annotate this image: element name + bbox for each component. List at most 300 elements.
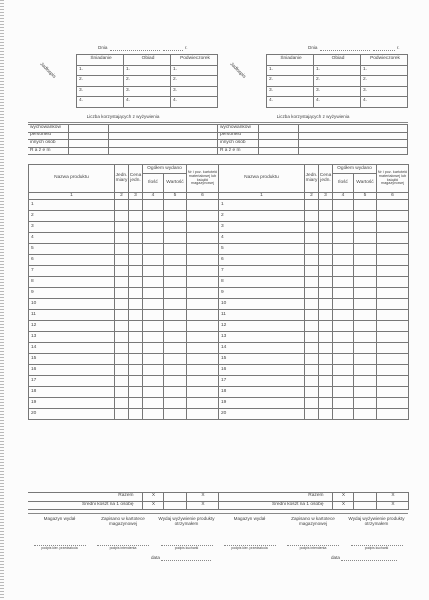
- product-cell[interactable]: [377, 310, 409, 321]
- product-cell[interactable]: [187, 376, 219, 387]
- users-cell[interactable]: [108, 140, 218, 148]
- food-issue-form: [28, 44, 408, 564]
- product-cell[interactable]: [377, 299, 409, 310]
- product-cell[interactable]: [115, 233, 129, 244]
- row-number[interactable]: 6: [29, 255, 115, 266]
- product-cell[interactable]: [143, 332, 164, 343]
- product-cell[interactable]: [333, 387, 354, 398]
- users-cell[interactable]: [108, 125, 218, 133]
- product-cell[interactable]: [377, 233, 409, 244]
- product-cell[interactable]: [377, 332, 409, 343]
- product-cell[interactable]: [305, 233, 319, 244]
- meal-cell[interactable]: 1.: [124, 65, 171, 76]
- total-value[interactable]: [353, 493, 376, 502]
- product-cell[interactable]: [164, 387, 187, 398]
- meal-cell[interactable]: 4.: [314, 97, 361, 108]
- product-cell[interactable]: [305, 299, 319, 310]
- users-cell[interactable]: [68, 147, 108, 155]
- row-number[interactable]: 20: [219, 409, 305, 420]
- product-cell[interactable]: [164, 211, 187, 222]
- product-cell[interactable]: [377, 398, 409, 409]
- product-cell[interactable]: [115, 354, 129, 365]
- product-cell[interactable]: [143, 266, 164, 277]
- product-cell[interactable]: [187, 310, 219, 321]
- product-cell[interactable]: [129, 299, 143, 310]
- product-cell[interactable]: [187, 332, 219, 343]
- users-cell[interactable]: [298, 132, 408, 140]
- users-cell[interactable]: [108, 147, 218, 155]
- product-cell[interactable]: [354, 244, 377, 255]
- product-cell[interactable]: [129, 222, 143, 233]
- row-number[interactable]: 5: [29, 244, 115, 255]
- product-cell[interactable]: [187, 244, 219, 255]
- product-cell[interactable]: [333, 255, 354, 266]
- scan-edge: [0, 0, 4, 600]
- product-cell[interactable]: [164, 343, 187, 354]
- product-cell[interactable]: [164, 310, 187, 321]
- product-cell[interactable]: [187, 299, 219, 310]
- product-cell[interactable]: [115, 222, 129, 233]
- product-cell[interactable]: [333, 376, 354, 387]
- product-cell[interactable]: [305, 288, 319, 299]
- row-number[interactable]: 15: [219, 354, 305, 365]
- product-cell[interactable]: [129, 387, 143, 398]
- product-cell[interactable]: [319, 387, 333, 398]
- product-cell[interactable]: [115, 409, 129, 420]
- product-cell[interactable]: [187, 321, 219, 332]
- product-cell[interactable]: [129, 343, 143, 354]
- product-cell[interactable]: [129, 310, 143, 321]
- product-cell[interactable]: [305, 266, 319, 277]
- users-cell[interactable]: [258, 125, 298, 133]
- product-cell[interactable]: [333, 365, 354, 376]
- product-cell[interactable]: [319, 398, 333, 409]
- product-cell[interactable]: [143, 387, 164, 398]
- product-cell[interactable]: [354, 354, 377, 365]
- meal-cell[interactable]: 2.: [77, 76, 124, 87]
- product-cell[interactable]: [143, 310, 164, 321]
- row-number[interactable]: 7: [219, 266, 305, 277]
- row-number[interactable]: 6: [219, 255, 305, 266]
- product-cell[interactable]: [143, 288, 164, 299]
- product-cell[interactable]: [115, 255, 129, 266]
- row-number[interactable]: 3: [219, 222, 305, 233]
- product-cell[interactable]: [305, 255, 319, 266]
- product-cell[interactable]: [143, 277, 164, 288]
- product-cell[interactable]: [115, 266, 129, 277]
- product-cell[interactable]: [115, 398, 129, 409]
- row-number[interactable]: 2: [219, 211, 305, 222]
- product-cell[interactable]: [377, 387, 409, 398]
- product-cell[interactable]: [115, 288, 129, 299]
- avg-value[interactable]: [163, 501, 186, 510]
- product-cell[interactable]: [333, 409, 354, 420]
- product-cell[interactable]: [319, 409, 333, 420]
- product-cell[interactable]: [305, 332, 319, 343]
- row-number[interactable]: 15: [29, 354, 115, 365]
- product-cell[interactable]: [305, 409, 319, 420]
- product-cell[interactable]: [305, 387, 319, 398]
- row-number[interactable]: 9: [29, 288, 115, 299]
- product-cell[interactable]: [143, 365, 164, 376]
- product-cell[interactable]: [115, 387, 129, 398]
- row-number[interactable]: 2: [29, 211, 115, 222]
- row-number[interactable]: 1: [29, 200, 115, 211]
- product-cell[interactable]: [164, 321, 187, 332]
- col-number: 1: [219, 193, 305, 200]
- meal-cell[interactable]: 3.: [267, 86, 314, 97]
- product-cell[interactable]: [305, 200, 319, 211]
- product-cell[interactable]: [164, 409, 187, 420]
- row-number[interactable]: 11: [29, 310, 115, 321]
- col-number: 6: [187, 193, 219, 200]
- meal-cell[interactable]: 3.: [124, 86, 171, 97]
- col-total: Ogółem wydano: [333, 165, 377, 174]
- product-cell[interactable]: [305, 398, 319, 409]
- product-row: [219, 321, 409, 332]
- meal-cell[interactable]: 1.: [361, 65, 408, 76]
- meal-cell[interactable]: 2.: [267, 76, 314, 87]
- row-number[interactable]: 8: [29, 277, 115, 288]
- product-cell[interactable]: [354, 255, 377, 266]
- product-cell[interactable]: [143, 211, 164, 222]
- users-cell[interactable]: [68, 125, 108, 133]
- meal-cell[interactable]: 1.: [314, 65, 361, 76]
- product-cell[interactable]: [319, 310, 333, 321]
- avg-label: Średni koszt na 1 osobę: [28, 501, 142, 510]
- row-number[interactable]: 10: [29, 299, 115, 310]
- product-cell[interactable]: [354, 233, 377, 244]
- product-cell[interactable]: [129, 266, 143, 277]
- product-cell[interactable]: [129, 398, 143, 409]
- product-cell[interactable]: [164, 299, 187, 310]
- meal-cell[interactable]: 4.: [361, 97, 408, 108]
- product-cell[interactable]: [354, 266, 377, 277]
- row-number[interactable]: 20: [29, 409, 115, 420]
- meal-cell[interactable]: 2.: [361, 76, 408, 87]
- product-cell[interactable]: [377, 222, 409, 233]
- product-cell[interactable]: [164, 376, 187, 387]
- product-cell[interactable]: [115, 211, 129, 222]
- product-cell[interactable]: [164, 365, 187, 376]
- product-cell[interactable]: [129, 365, 143, 376]
- product-cell[interactable]: [305, 376, 319, 387]
- product-cell[interactable]: [333, 343, 354, 354]
- users-row-total: R a z e m: [28, 147, 68, 155]
- sig-date-line[interactable]: [161, 560, 211, 561]
- row-number[interactable]: 12: [29, 321, 115, 332]
- product-cell[interactable]: [319, 266, 333, 277]
- product-cell[interactable]: [187, 387, 219, 398]
- row-number[interactable]: 17: [29, 376, 115, 387]
- total-value[interactable]: [163, 493, 186, 502]
- product-cell[interactable]: [377, 321, 409, 332]
- meal-cell[interactable]: 2.: [171, 76, 218, 87]
- row-number[interactable]: 11: [219, 310, 305, 321]
- product-cell[interactable]: [333, 321, 354, 332]
- users-cell[interactable]: [298, 125, 408, 133]
- product-cell[interactable]: [143, 299, 164, 310]
- product-cell[interactable]: [333, 354, 354, 365]
- users-cell[interactable]: [298, 147, 408, 155]
- product-cell[interactable]: [354, 299, 377, 310]
- avg-x: X: [186, 501, 218, 510]
- row-number[interactable]: 19: [219, 398, 305, 409]
- meal-cell[interactable]: 3.: [314, 86, 361, 97]
- product-cell[interactable]: [115, 299, 129, 310]
- product-cell[interactable]: [319, 332, 333, 343]
- product-cell[interactable]: [354, 365, 377, 376]
- product-cell[interactable]: [187, 211, 219, 222]
- product-cell[interactable]: [319, 222, 333, 233]
- meal-cell[interactable]: 4.: [124, 97, 171, 108]
- product-cell[interactable]: [377, 266, 409, 277]
- meal-cell[interactable]: 3.: [77, 86, 124, 97]
- product-cell[interactable]: [115, 200, 129, 211]
- product-cell[interactable]: [187, 277, 219, 288]
- product-cell[interactable]: [129, 288, 143, 299]
- product-cell[interactable]: [164, 222, 187, 233]
- product-cell[interactable]: [319, 299, 333, 310]
- product-cell[interactable]: [187, 365, 219, 376]
- meal-cell[interactable]: 1.: [267, 65, 314, 76]
- users-cell[interactable]: [298, 140, 408, 148]
- product-cell[interactable]: [187, 409, 219, 420]
- product-cell[interactable]: [377, 288, 409, 299]
- product-cell[interactable]: [143, 376, 164, 387]
- row-number[interactable]: 17: [219, 376, 305, 387]
- product-cell[interactable]: [333, 266, 354, 277]
- product-cell[interactable]: [333, 299, 354, 310]
- product-cell[interactable]: [354, 387, 377, 398]
- users-title: Liczba korzystających z wyżywienia: [86, 114, 160, 119]
- product-cell[interactable]: [354, 343, 377, 354]
- product-cell[interactable]: [319, 321, 333, 332]
- product-cell[interactable]: [377, 255, 409, 266]
- product-cell[interactable]: [143, 398, 164, 409]
- product-cell[interactable]: [333, 310, 354, 321]
- product-cell[interactable]: [164, 266, 187, 277]
- product-cell[interactable]: [377, 409, 409, 420]
- row-number[interactable]: 8: [219, 277, 305, 288]
- product-cell[interactable]: [164, 354, 187, 365]
- product-cell[interactable]: [143, 222, 164, 233]
- product-cell[interactable]: [319, 255, 333, 266]
- product-cell[interactable]: [143, 233, 164, 244]
- product-cell[interactable]: [377, 354, 409, 365]
- row-number[interactable]: 7: [29, 266, 115, 277]
- meal-cell[interactable]: 1.: [171, 65, 218, 76]
- meal-cell[interactable]: 1.: [77, 65, 124, 76]
- meal-cell[interactable]: 4.: [77, 97, 124, 108]
- meal-cell[interactable]: 3.: [361, 86, 408, 97]
- product-cell[interactable]: [305, 365, 319, 376]
- product-cell[interactable]: [333, 277, 354, 288]
- product-cell[interactable]: [319, 200, 333, 211]
- users-cell[interactable]: [68, 140, 108, 148]
- product-cell[interactable]: [319, 365, 333, 376]
- product-cell[interactable]: [187, 398, 219, 409]
- product-cell[interactable]: [305, 244, 319, 255]
- product-cell[interactable]: [164, 255, 187, 266]
- row-number[interactable]: 12: [219, 321, 305, 332]
- product-cell[interactable]: [164, 200, 187, 211]
- product-cell[interactable]: [354, 321, 377, 332]
- product-cell[interactable]: [187, 266, 219, 277]
- product-cell[interactable]: [129, 233, 143, 244]
- row-number[interactable]: 10: [219, 299, 305, 310]
- product-cell[interactable]: [305, 354, 319, 365]
- product-cell[interactable]: [129, 255, 143, 266]
- product-cell[interactable]: [333, 211, 354, 222]
- product-cell[interactable]: [305, 277, 319, 288]
- product-cell[interactable]: [143, 244, 164, 255]
- product-cell[interactable]: [354, 277, 377, 288]
- product-cell[interactable]: [115, 332, 129, 343]
- product-cell[interactable]: [377, 244, 409, 255]
- product-cell[interactable]: [187, 233, 219, 244]
- col-unit: Jedn. miary: [305, 165, 319, 193]
- meal-cell[interactable]: 3.: [171, 86, 218, 97]
- product-cell[interactable]: [333, 398, 354, 409]
- product-cell[interactable]: [115, 343, 129, 354]
- product-cell[interactable]: [115, 365, 129, 376]
- product-cell[interactable]: [377, 365, 409, 376]
- product-cell[interactable]: [377, 200, 409, 211]
- product-cell[interactable]: [164, 398, 187, 409]
- product-cell[interactable]: [377, 376, 409, 387]
- product-cell[interactable]: [129, 244, 143, 255]
- product-cell[interactable]: [187, 343, 219, 354]
- product-cell[interactable]: [129, 332, 143, 343]
- users-cell[interactable]: [258, 147, 298, 155]
- product-cell[interactable]: [115, 376, 129, 387]
- product-cell[interactable]: [143, 200, 164, 211]
- product-cell[interactable]: [305, 310, 319, 321]
- product-cell[interactable]: [319, 244, 333, 255]
- product-cell[interactable]: [164, 288, 187, 299]
- product-cell[interactable]: [319, 354, 333, 365]
- row-number[interactable]: 14: [219, 343, 305, 354]
- product-cell[interactable]: [187, 255, 219, 266]
- product-cell[interactable]: [354, 288, 377, 299]
- product-cell[interactable]: [115, 277, 129, 288]
- meal-cell[interactable]: 4.: [267, 97, 314, 108]
- product-cell[interactable]: [115, 244, 129, 255]
- product-cell[interactable]: [129, 321, 143, 332]
- meal-cell[interactable]: 2.: [314, 76, 361, 87]
- product-cell[interactable]: [354, 200, 377, 211]
- product-cell[interactable]: [187, 354, 219, 365]
- row-number[interactable]: 16: [219, 365, 305, 376]
- row-number[interactable]: 19: [29, 398, 115, 409]
- product-row: [29, 387, 219, 398]
- product-cell[interactable]: [143, 354, 164, 365]
- product-cell[interactable]: [319, 277, 333, 288]
- product-cell[interactable]: [377, 277, 409, 288]
- users-cell[interactable]: [258, 132, 298, 140]
- product-cell[interactable]: [143, 343, 164, 354]
- product-cell[interactable]: [354, 376, 377, 387]
- product-cell[interactable]: [164, 244, 187, 255]
- product-cell[interactable]: [129, 376, 143, 387]
- product-cell[interactable]: [333, 288, 354, 299]
- product-cell[interactable]: [354, 310, 377, 321]
- row-number[interactable]: 4: [219, 233, 305, 244]
- product-cell[interactable]: [129, 409, 143, 420]
- product-cell[interactable]: [164, 233, 187, 244]
- users-cell[interactable]: [258, 140, 298, 148]
- product-cell[interactable]: [333, 332, 354, 343]
- row-number[interactable]: 16: [29, 365, 115, 376]
- product-cell[interactable]: [319, 376, 333, 387]
- product-cell[interactable]: [333, 222, 354, 233]
- product-cell[interactable]: [129, 277, 143, 288]
- product-cell[interactable]: [129, 354, 143, 365]
- product-cell[interactable]: [305, 321, 319, 332]
- row-number[interactable]: 3: [29, 222, 115, 233]
- product-cell[interactable]: [319, 288, 333, 299]
- product-cell[interactable]: [305, 211, 319, 222]
- product-cell[interactable]: [143, 409, 164, 420]
- product-cell[interactable]: [187, 222, 219, 233]
- product-cell[interactable]: [115, 321, 129, 332]
- row-number[interactable]: 18: [219, 387, 305, 398]
- product-cell[interactable]: [319, 211, 333, 222]
- product-cell[interactable]: [164, 277, 187, 288]
- product-cell[interactable]: [143, 321, 164, 332]
- product-cell[interactable]: [333, 233, 354, 244]
- users-cell[interactable]: [68, 132, 108, 140]
- row-number[interactable]: 13: [219, 332, 305, 343]
- product-cell[interactable]: [187, 288, 219, 299]
- product-cell[interactable]: [377, 211, 409, 222]
- product-cell[interactable]: [129, 211, 143, 222]
- product-cell[interactable]: [187, 200, 219, 211]
- sig-date-line[interactable]: [341, 560, 397, 561]
- product-cell[interactable]: [354, 332, 377, 343]
- product-cell[interactable]: [143, 255, 164, 266]
- product-cell[interactable]: [377, 343, 409, 354]
- meal-cell[interactable]: 4.: [171, 97, 218, 108]
- row-number[interactable]: 18: [29, 387, 115, 398]
- row-number[interactable]: 14: [29, 343, 115, 354]
- product-cell[interactable]: [354, 222, 377, 233]
- product-cell[interactable]: [354, 409, 377, 420]
- product-cell[interactable]: [115, 310, 129, 321]
- product-cell[interactable]: [305, 343, 319, 354]
- product-cell[interactable]: [319, 233, 333, 244]
- product-cell[interactable]: [354, 211, 377, 222]
- users-table: [218, 124, 408, 155]
- avg-value[interactable]: [353, 501, 376, 510]
- row-number[interactable]: 1: [219, 200, 305, 211]
- row-number[interactable]: 13: [29, 332, 115, 343]
- row-number[interactable]: 9: [219, 288, 305, 299]
- product-cell[interactable]: [164, 332, 187, 343]
- users-cell[interactable]: [108, 132, 218, 140]
- product-cell[interactable]: [319, 343, 333, 354]
- issue-rows: [29, 200, 219, 420]
- product-cell[interactable]: [354, 398, 377, 409]
- row-number[interactable]: 4: [29, 233, 115, 244]
- meal-cell[interactable]: 2.: [124, 76, 171, 87]
- row-number[interactable]: 5: [219, 244, 305, 255]
- product-cell[interactable]: [333, 244, 354, 255]
- product-cell[interactable]: [333, 200, 354, 211]
- product-cell[interactable]: [129, 200, 143, 211]
- product-cell[interactable]: [305, 222, 319, 233]
